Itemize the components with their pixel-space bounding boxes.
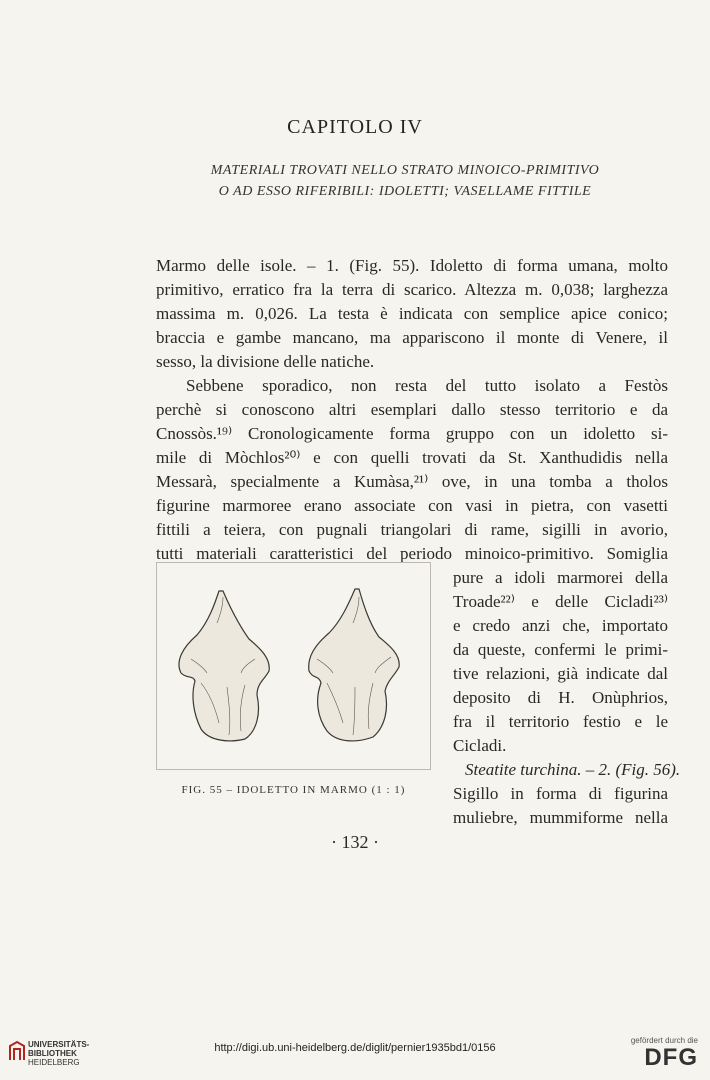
body-line: Sebbene sporadico, non resta del tutto isolato a Festòs (186, 376, 668, 395)
body-line: Cnossòs.¹⁹⁾ Cronologicamente forma gruppo con un idoletto si- (156, 424, 668, 443)
body-line: braccia e gambe mancano, ma appariscono il monte di Venere, il (156, 328, 668, 347)
column-line: tive relazioni, già indicate dal (453, 664, 668, 683)
body-line: mile di Mòchlos²⁰⁾ e con quelli trovati da St. Xanthudidis nella (156, 448, 668, 467)
library-name: UNIVERSITÄTS- BIBLIOTHEK HEIDELBERG (28, 1040, 90, 1067)
body-line: sesso, la divisione delle natiche. (156, 352, 375, 371)
column-line: Troade²²⁾ e delle Cicladi²³⁾ (453, 592, 668, 611)
chapter-title: CAPITOLO IV (287, 116, 423, 138)
column-line: Steatite turchina. – 2. (Fig. 56). (465, 760, 681, 779)
column-line: pure a idoli marmorei della (453, 568, 668, 587)
body-line: massima m. 0,026. La testa è indicata con semplice apice conico; (156, 304, 668, 323)
figure-55 (156, 562, 431, 770)
idol-illustration (157, 563, 432, 771)
column-line: fra il territorio festio e le (453, 712, 668, 731)
column-line: Cicladi. (453, 736, 507, 755)
column-line: muliebre, mummiforme nella (453, 808, 668, 827)
subtitle-line-1: MATERIALI TROVATI NELLO STRATO MINOICO-PRIMITIVO (210, 163, 600, 178)
figure-caption: FIG. 55 – IDOLETTO IN MARMO (1 : 1) (181, 784, 406, 796)
body-line: Messarà, specialmente a Kumàsa,²¹⁾ ove, in una tomba a tholos (156, 472, 668, 491)
source-url-link[interactable]: http://digi.ub.uni-heidelberg.de/diglit/pernier1935bd1/0156 (214, 1042, 496, 1054)
funder-logo: gefördert durch die DFG (630, 1036, 698, 1071)
body-line: figurine marmoree erano associate con vasi in pietra, con vasetti (156, 496, 668, 515)
page-number: · 132 · (331, 832, 379, 852)
body-line: Marmo delle isole. – 1. (Fig. 55). Idoletto di forma umana, molto (156, 256, 668, 275)
chapter-subtitle (130, 160, 680, 202)
column-line: e credo anzi che, importato (453, 616, 668, 635)
body-line: fittili a teiera, con pugnali triangolari di rame, sigilli in avorio, (156, 520, 668, 539)
body-line: primitivo, erratico fra la terra di scarico. Altezza m. 0,038; larghezza (156, 280, 668, 299)
column-line: deposito di H. Onùphrios, (453, 688, 668, 707)
subtitle-line-2: O AD ESSO RIFERIBILI: IDOLETTI; VASELLAME FITTILE (218, 184, 592, 199)
body-line: perchè si conoscono altri esemplari dallo stesso territorio e da (156, 400, 668, 419)
body-line: tutti materiali caratteristici del periodo minoico-primitivo. Somiglia (156, 544, 668, 563)
column-line: Sigillo in forma di figurina (453, 784, 668, 803)
column-line: da queste, confermi le primi- (453, 640, 668, 659)
